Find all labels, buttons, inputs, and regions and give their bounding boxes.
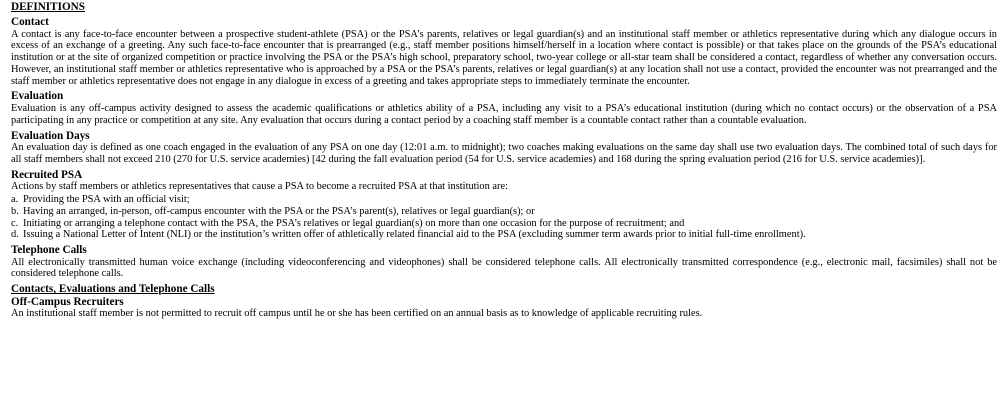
- section-evaluation-days: [11, 130, 997, 166]
- section-heading: Evaluation Days: [11, 129, 90, 142]
- list-marker: d.: [11, 229, 19, 241]
- section-heading: Off-Campus Recruiters: [11, 295, 124, 308]
- recruited-psa-list: [11, 194, 997, 241]
- contacts-evaluations-heading: Contacts, Evaluations and Telephone Calls: [11, 283, 215, 296]
- section-evaluation: [11, 90, 997, 126]
- section-contact: [11, 16, 997, 87]
- section-body: A contact is any face-to-face encounter between a prospective student-athlete (PSA) or the PSA’s parents, relatives or legal guardian(s) and an institutional staff member or athletics representative during which any dialogue occurs in excess of an exchange of a greeting. Any such face-to-face encounter that is prearranged (e.g., staff member positions himself/herself in a location where contact is possible) or that takes place on the grounds of the PSA’s educational institution or at the site of organized competition or practice involving the PSA or the PSA’s high school, preparatory school, two-year college or all-star team shall be considered a contact, regardless of whether any conversation occurs. However, an institutional staff member or athletics representative who is approached by a PSA or the PSA’s parents, relatives or legal guardian(s) at any location shall not use a contact, provided the encounter was not prearranged and the staff member or athletics representative does not engage in any dialogue in excess of a greeting and takes appropriate steps to immediately terminate the encounter.: [11, 28, 997, 87]
- list-item-text: Having an arranged, in-person, off-campus encounter with the PSA or the PSA’s parent(s), relatives or legal guardian(s); or: [23, 205, 535, 217]
- section-heading: Contact: [11, 16, 49, 28]
- list-item-text: Initiating or arranging a telephone contact with the PSA, the PSA’s relatives or legal guardian(s) on more than one occasion for the purpose of recruitment; and: [23, 217, 685, 229]
- section-body: An evaluation day is defined as one coach engaged in the evaluation of any PSA on one day (12:01 a.m. to midnight); two coaches making evaluations on the same day shall use two evaluation days. The combined total of such days for all staff members shall not exceed 210 (270 for U.S. service academies) [42 during the fall evaluation period (54 for U.S. service academies) and 168 during the spring evaluation period (216 for U.S. service academies)].: [11, 142, 997, 165]
- section-telephone-calls: [11, 244, 997, 280]
- section-heading: Recruited PSA: [11, 168, 83, 181]
- section-heading: Telephone Calls: [11, 244, 87, 257]
- section-heading: Evaluation: [11, 90, 64, 103]
- section-body: Evaluation is any off-campus activity designed to assess the academic qualifications or athletics ability of a PSA, including any visit to a PSA’s educational institution (during which no contact occurs) or the observation of a PSA participating in any practice or competition at any site. Any evaluation that occurs during a contact period by a coaching staff member is a countable contact rather than a countable evaluation.: [11, 102, 997, 126]
- section-body: An institutional staff member is not permitted to recruit off campus until he or she has been certified on an annual basis as to knowledge of applicable recruiting rules.: [11, 308, 703, 320]
- list-item: [11, 206, 997, 218]
- section-intro: Actions by staff members or athletics representatives that cause a PSA to become a recruited PSA at that institution are:: [11, 181, 508, 193]
- list-item: [11, 218, 997, 230]
- page-title: DEFINITIONS: [11, 1, 85, 13]
- list-marker: a.: [11, 193, 19, 205]
- list-item: [11, 194, 997, 206]
- section-body: All electronically transmitted human voice exchange (including videoconferencing and videophones) shall be considered telephone calls. All electronically transmitted correspondence (e.g., electronic mail, facsimiles) shall not be considered telephone calls.: [11, 256, 997, 280]
- section-recruited-psa: [11, 169, 997, 241]
- list-marker: c.: [11, 217, 19, 229]
- list-item: [11, 229, 997, 241]
- list-marker: b.: [11, 205, 19, 217]
- list-item-text: Providing the PSA with an official visit;: [23, 193, 190, 205]
- section-off-campus-recruiters: [11, 296, 997, 320]
- list-item-text: Issuing a National Letter of Intent (NLI) or the institution’s written offer of athletically related financial aid to the PSA (excluding summer term awards prior to initial full-time enrollment).: [23, 229, 806, 241]
